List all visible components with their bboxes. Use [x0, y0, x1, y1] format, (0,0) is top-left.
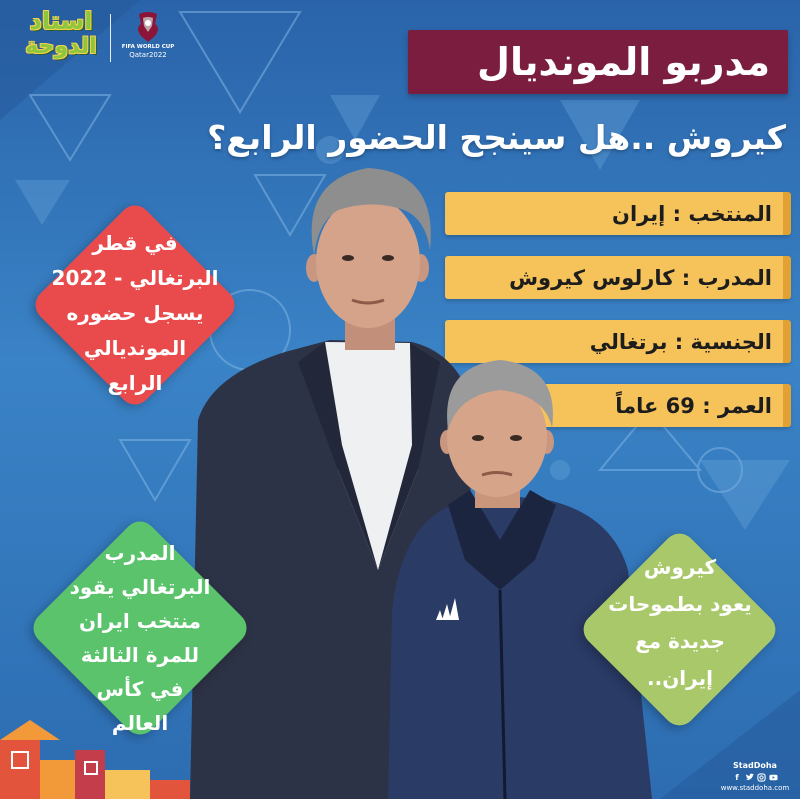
callout-line: يعود بطموحات: [608, 592, 752, 616]
info-bar-text: المدرب : كارلوس كيروش: [509, 265, 772, 290]
twitter-icon[interactable]: [745, 773, 754, 782]
callout-line: جديدة مع: [635, 629, 725, 653]
red-callout-text: [35, 226, 235, 401]
emblem-line-1: FIFA WORLD CUP: [121, 44, 175, 50]
info-bar-text: العمر : 69 عاماً: [615, 393, 772, 418]
callout-line: كيروش: [643, 555, 717, 579]
page-title: مدربو المونديال: [477, 40, 770, 84]
social-icons: [720, 773, 790, 782]
callout-line: المونديالي: [83, 336, 187, 360]
logo-divider: [110, 14, 111, 62]
callout-line: الرابع: [107, 371, 163, 395]
emblem-line-2: Qatar2022: [129, 51, 167, 59]
instagram-icon[interactable]: [757, 773, 766, 782]
callout-line: في كأس: [96, 677, 184, 701]
footer-brand: StadDoha: [733, 761, 777, 770]
world-cup-emblem: [118, 10, 178, 66]
callout-line: العالم: [111, 711, 169, 735]
callout-line: للمرة الثالثة: [80, 643, 200, 667]
info-bar-text: الجنسية : برتغالي: [589, 329, 772, 354]
youtube-icon[interactable]: [769, 773, 778, 782]
page-subtitle: كيروش ..هل سينجح الحضور الرابع؟: [207, 118, 786, 157]
green-callout-text: [30, 536, 250, 740]
footer: [720, 761, 790, 793]
callout-line: في قطر: [92, 231, 178, 255]
logo-line-2: الدوحة: [25, 34, 97, 59]
callout-line: منتخب ايران: [79, 609, 201, 633]
website-link[interactable]: www.staddoha.com: [720, 784, 790, 792]
stad-doha-logo: [16, 8, 106, 66]
callout-line: البرتغالي يقود: [69, 575, 211, 599]
lime-callout-text: [580, 549, 780, 697]
info-bar-text: المنتخب : إيران: [612, 201, 772, 226]
callout-line: المدرب: [104, 541, 176, 565]
logo-line-1: استاد: [29, 7, 93, 35]
callout-line: يسجل حضوره: [66, 301, 204, 325]
callout-line: 2022 - البرتغالي: [51, 266, 219, 290]
world-cup-emblem-icon: [131, 10, 165, 44]
facebook-icon[interactable]: f: [735, 773, 739, 782]
callout-line: إيران..: [647, 666, 713, 690]
title-banner: [408, 30, 788, 94]
